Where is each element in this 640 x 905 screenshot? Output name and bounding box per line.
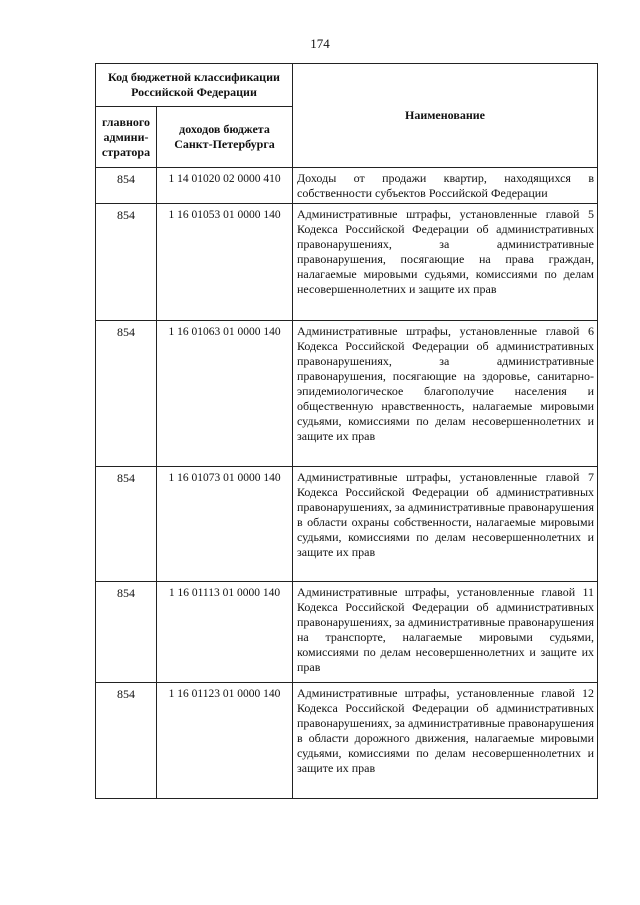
- admin-code-cell: 854: [96, 168, 157, 204]
- revenue-code-cell: 1 16 01073 01 0000 140: [157, 467, 293, 582]
- header-name: Наименование: [293, 64, 598, 168]
- revenue-code-cell: 1 16 01053 01 0000 140: [157, 204, 293, 321]
- table-row: [96, 321, 598, 467]
- table-row: [96, 582, 598, 683]
- name-cell: Доходы от продажи квартир, находящихся в собственности субъектов Российской Федерации: [293, 168, 598, 204]
- header-revenue: доходов бюджета Санкт-Петербурга: [157, 107, 293, 168]
- name-cell: Административные штрафы, установленные главой 12 Кодекса Российской Федерации об административных правонарушениях, за административные правонарушения в области дорожного движения, налагаемые мировыми судьями, комиссиями по делам несовершеннолетних и защите их прав: [293, 683, 598, 799]
- header-admin: главного админи-стратора: [96, 107, 157, 168]
- admin-code-cell: 854: [96, 467, 157, 582]
- table-row: [96, 204, 598, 321]
- revenue-code-cell: 1 16 01063 01 0000 140: [157, 321, 293, 467]
- table-row: [96, 168, 598, 204]
- name-cell: Административные штрафы, установленные главой 7 Кодекса Российской Федерации об административных правонарушениях, за административные правонарушения в области охраны собственности, налагаемые мировыми судьями, комиссиями по делам несовершеннолетних и защите их прав: [293, 467, 598, 582]
- name-cell: Административные штрафы, установленные главой 6 Кодекса Российской Федерации об административных правонарушениях, за административные правонарушения, посягающие на здоровье, санитарно-эпидемиологическое благополучие населения и общественную нравственность, налагаемые мировыми судьями, комиссиями по делам несовершеннолетних и защите их прав: [293, 321, 598, 467]
- name-cell: Административные штрафы, установленные главой 11 Кодекса Российской Федерации об административных правонарушениях, за административные правонарушения на транспорте, налагаемые мировыми судьями, комиссиями по делам несовершеннолетних и защите их прав: [293, 582, 598, 683]
- revenue-code-cell: 1 14 01020 02 0000 410: [157, 168, 293, 204]
- page-number: 174: [310, 36, 330, 51]
- admin-code-cell: 854: [96, 321, 157, 467]
- admin-code-cell: 854: [96, 204, 157, 321]
- name-cell: Административные штрафы, установленные главой 5 Кодекса Российской Федерации об административных правонарушениях, за административные правонарушения, посягающие на права граждан, налагаемые мировыми судьями, комиссиями по делам несовершеннолетних и защите их прав: [293, 204, 598, 321]
- revenue-code-cell: 1 16 01123 01 0000 140: [157, 683, 293, 799]
- admin-code-cell: 854: [96, 683, 157, 799]
- admin-code-cell: 854: [96, 582, 157, 683]
- revenue-code-cell: 1 16 01113 01 0000 140: [157, 582, 293, 683]
- header-group-label: Код бюджетной классификации Российской Федерации: [96, 64, 293, 107]
- table-row: [96, 683, 598, 799]
- budget-classification-table: [95, 63, 598, 799]
- table-row: [96, 467, 598, 582]
